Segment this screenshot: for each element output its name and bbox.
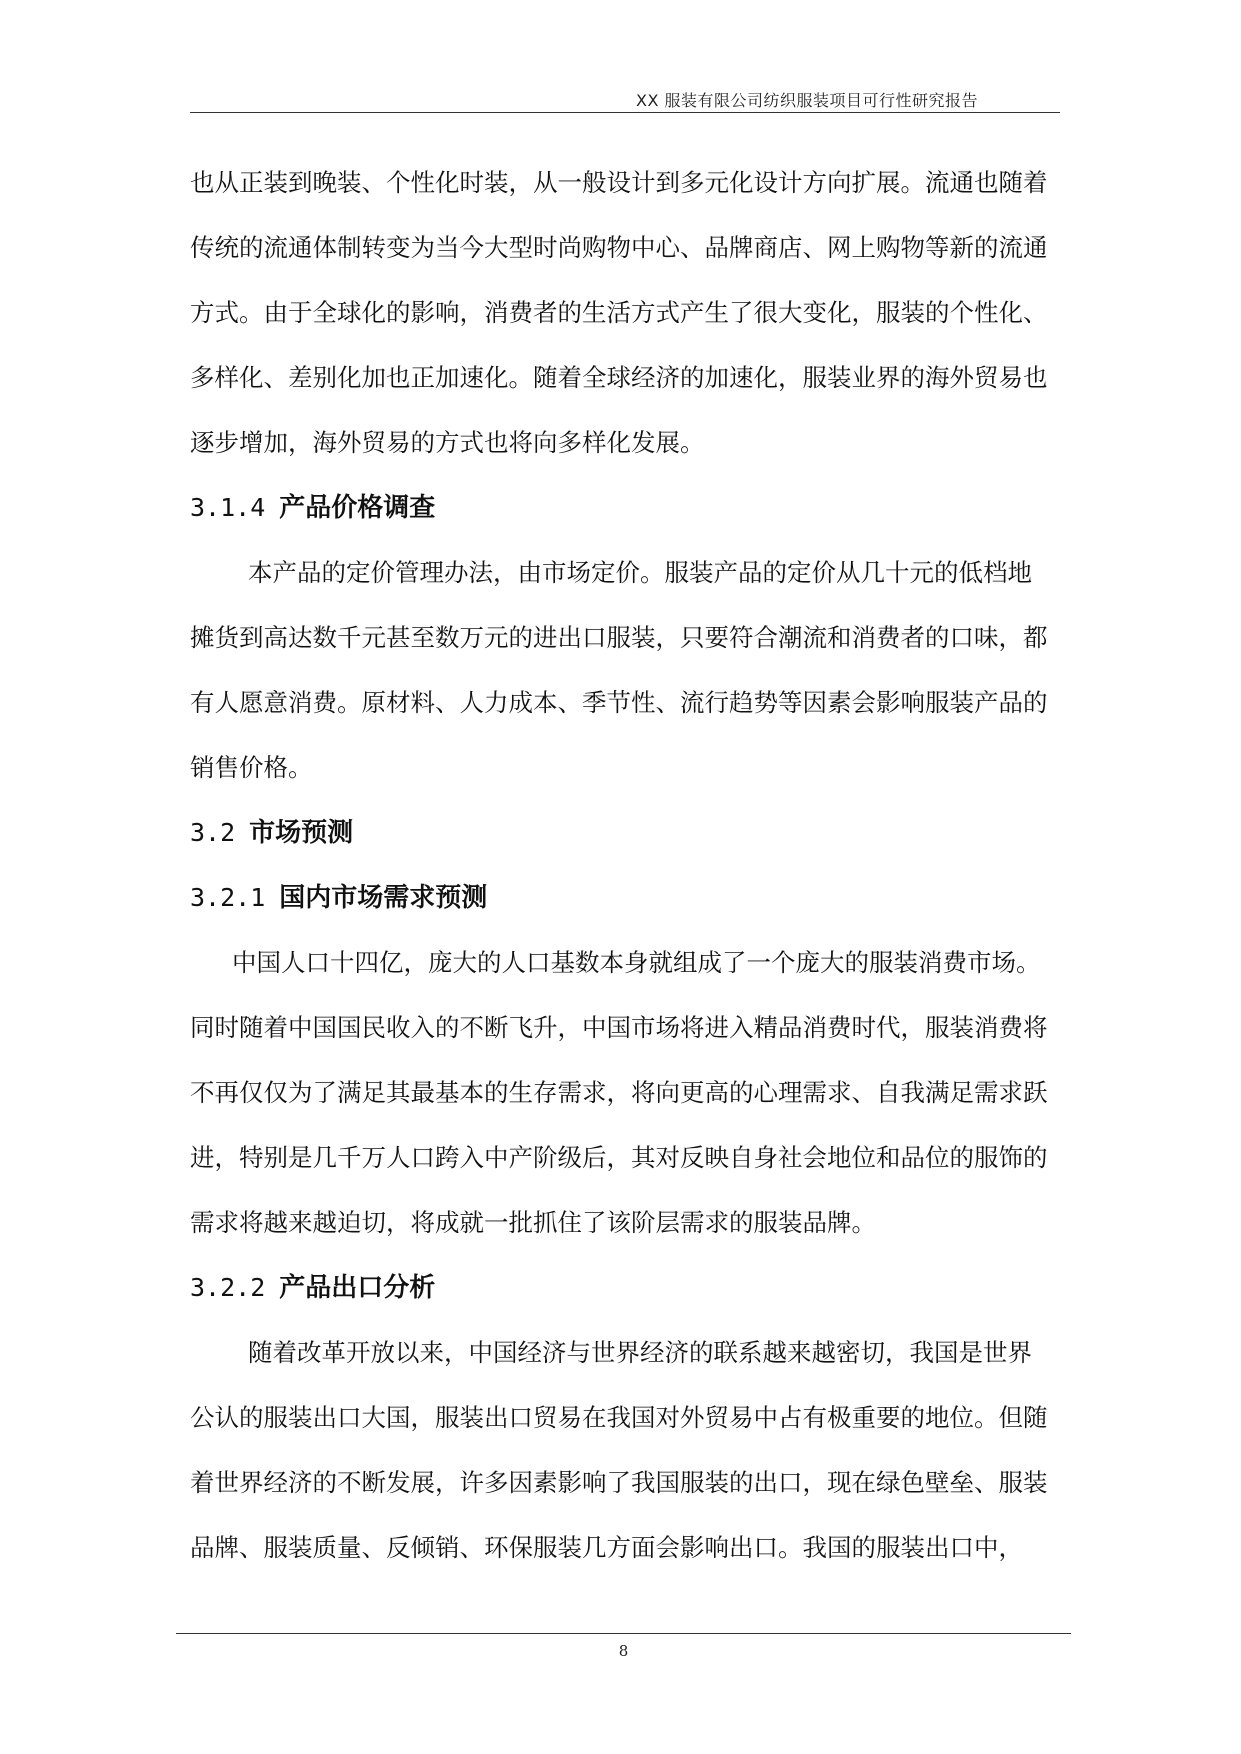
text-line: 随着改革开放以来，中国经济与世界经济的联系越来越密切，我国是世界 [248, 1338, 1032, 1367]
text-line: 摊货到高达数千元甚至数万元的进出口服装，只要符合潮流和消费者的口味，都 [190, 623, 1048, 652]
page-footer [176, 1633, 1071, 1660]
section-heading-3-2-1 [190, 865, 1060, 930]
section-title: 产品价格调查 [279, 493, 436, 523]
text-line: 传统的流通体制转变为当今大型时尚购物中心、品牌商店、网上购物等新的流通 [190, 233, 1048, 262]
text-line: 进，特别是几千万人口跨入中产阶级后，其对反映自身社会地位和品位的服饰的 [190, 1143, 1048, 1172]
section-number: 3.2 [190, 818, 236, 847]
paragraph-distribution [190, 150, 1060, 475]
text-line: 同时随着中国国民收入的不断飞升，中国市场将进入精品消费时代，服装消费将 [190, 1013, 1048, 1042]
section-title: 国内市场需求预测 [279, 883, 488, 913]
section-number: 3.2.2 [190, 1273, 266, 1302]
page-number: 8 [618, 1642, 629, 1660]
text-line: 方式。由于全球化的影响，消费者的生活方式产生了很大变化，服装的个性化、 [190, 298, 1048, 327]
text-line: 着世界经济的不断发展，许多因素影响了我国服装的出口，现在绿色壁垒、服装 [190, 1468, 1048, 1497]
text-line: 品牌、服装质量、反倾销、环保服装几方面会影响出口。我国的服装出口中， [190, 1533, 1023, 1562]
page-header [190, 86, 1060, 113]
text-line: 销售价格。 [190, 753, 313, 782]
section-heading-3-2-2 [190, 1255, 1060, 1320]
text-line: 需求将越来越迫切，将成就一批抓住了该阶层需求的服装品牌。 [190, 1208, 876, 1237]
text-line: 中国人口十四亿，庞大的人口基数本身就组成了一个庞大的服装消费市场。 [232, 948, 1041, 977]
document-body [190, 150, 1060, 1580]
text-line: 多样化、差别化加也正加速化。随着全球经济的加速化，服装业界的海外贸易也 [190, 363, 1048, 392]
text-line: 有人愿意消费。原材料、人力成本、季节性、流行趋势等因素会影响服装产品的 [190, 688, 1048, 717]
text-line: 公认的服装出口大国，服装出口贸易在我国对外贸易中占有极重要的地位。但随 [190, 1403, 1048, 1432]
section-number: 3.1.4 [190, 493, 266, 522]
section-title: 产品出口分析 [279, 1273, 436, 1303]
section-heading-3-2 [190, 800, 1060, 865]
paragraph-pricing [190, 540, 1060, 800]
section-heading-3-1-4 [190, 475, 1060, 540]
text-line: 也从正装到晚装、个性化时装，从一般设计到多元化设计方向扩展。流通也随着 [190, 168, 1048, 197]
section-title: 市场预测 [249, 818, 354, 848]
paragraph-export-analysis [190, 1320, 1060, 1580]
section-number: 3.2.1 [190, 883, 266, 912]
text-line: 本产品的定价管理办法，由市场定价。服装产品的定价从几十元的低档地 [248, 558, 1032, 587]
paragraph-domestic-demand [190, 930, 1060, 1255]
text-line: 逐步增加，海外贸易的方式也将向多样化发展。 [190, 428, 705, 457]
text-line: 不再仅仅为了满足其最基本的生存需求，将向更高的心理需求、自我满足需求跃 [190, 1078, 1048, 1107]
document-title: XX 服装有限公司纺织服装项目可行性研究报告 [635, 91, 978, 110]
